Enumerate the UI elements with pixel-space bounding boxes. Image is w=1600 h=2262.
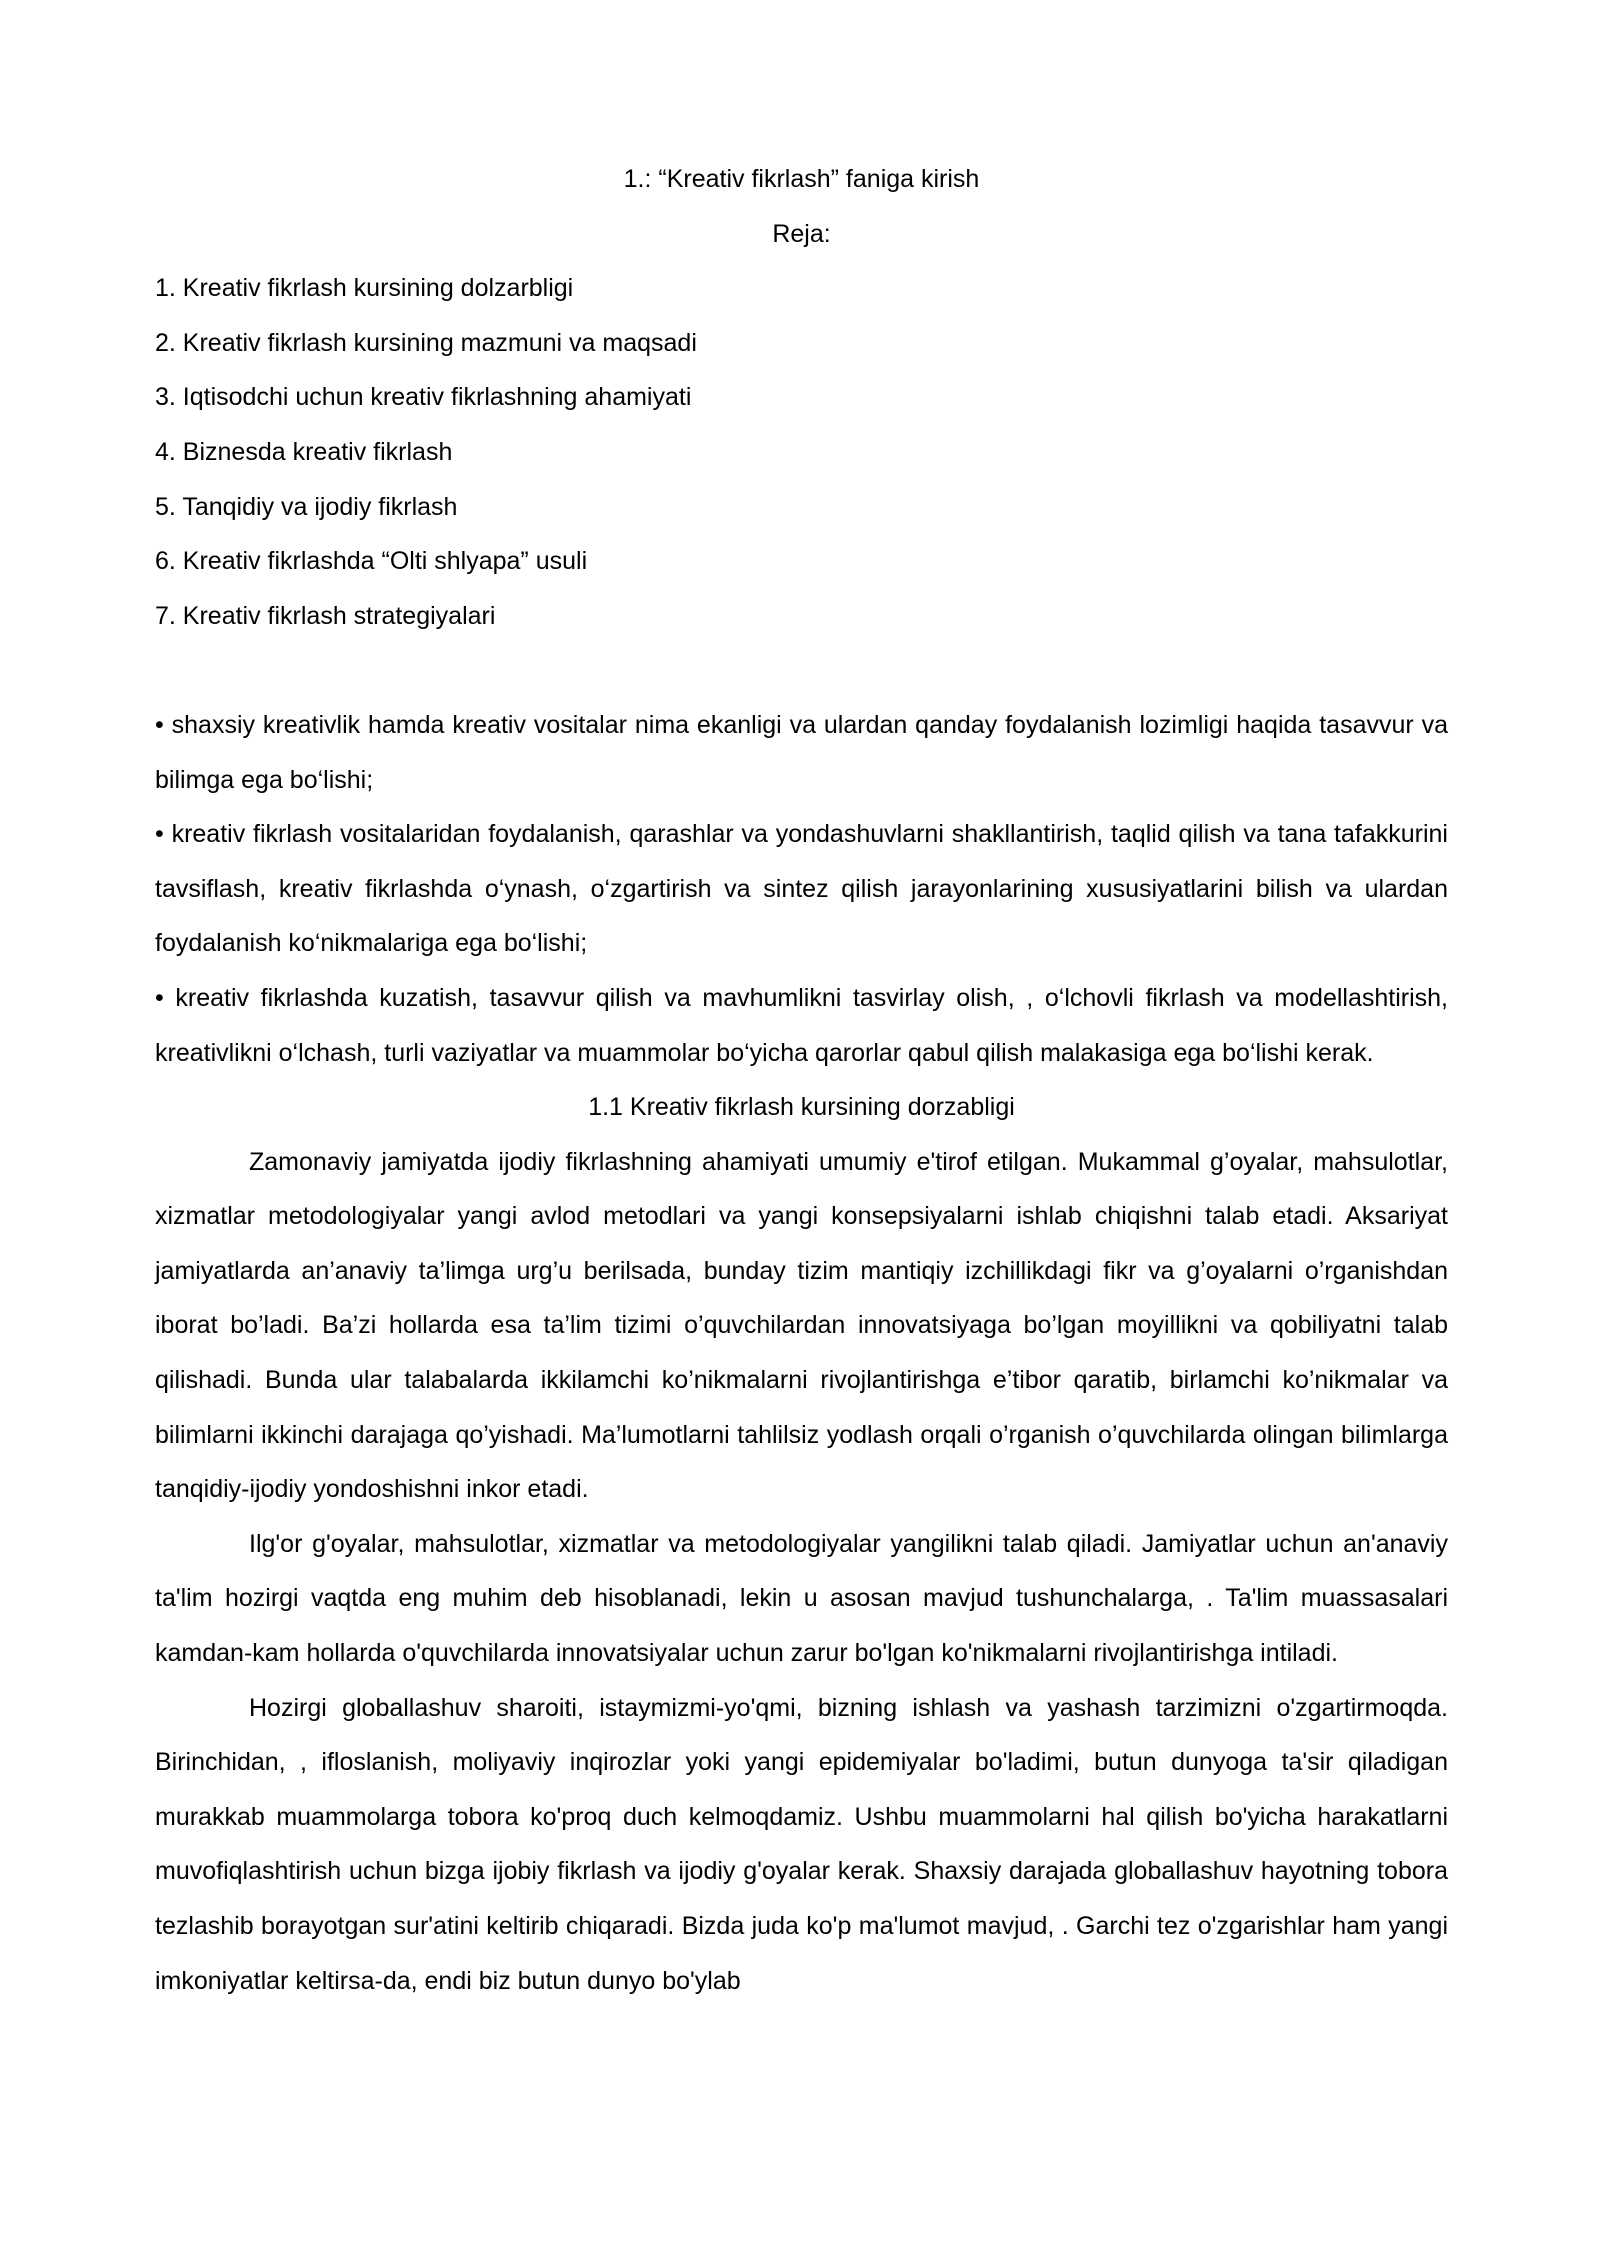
- plan-item: 4. Biznesda kreativ fikrlash: [155, 437, 453, 466]
- bullet-paragraph: • kreativ fikrlashda kuzatish, tasavvur qilish va mavhumlikni tasvirlay olish, , o‘lchovli fikrlash va modellashtirish, kreativlikni o‘lchash, turli vaziyatlar va muammolar bo‘yicha qarorlar qabul qilish malakasiga ega bo‘lishi kerak.: [155, 983, 1448, 1067]
- plan-item: 5. Tanqidiy va ijodiy fikrlash: [155, 492, 458, 521]
- plan-item: 3. Iqtisodchi uchun kreativ fikrlashning ahamiyati: [155, 383, 692, 412]
- bullet-paragraph: • kreativ fikrlash vositalaridan foydalanish, qarashlar va yondashuvlarni shakllantirish, taqlid qilish va tana tafakkurini tavsiflash, kreativ fikrlashda o‘ynash, o‘zgartirish va sintez qilish jarayonlarining xususiyatlarini bilish va ulardan foydalanish ko‘nikmalariga ega bo‘lishi;: [155, 820, 1448, 958]
- section-heading: 1.1 Kreativ fikrlash kursining dorzabligi: [588, 1093, 1015, 1122]
- blank-line: [155, 643, 1448, 698]
- body-paragraph: Ilg'or g'oyalar, mahsulotlar, xizmatlar va metodologiyalar yangilikni talab qiladi. Jamiyatlar uchun an'anaviy ta'lim hozirgi vaqtda eng muhim deb hisoblanadi, lekin u asosan mavjud tushunchalarga, . Ta'lim muassasalari kamdan-kam hollarda o'quvchilarda innovatsiyalar uchun zarur bo'lgan ko'nikmalarni rivojlantirishga intiladi.: [155, 1529, 1448, 1668]
- plan-label: Reja:: [772, 219, 831, 248]
- plan-list: [155, 261, 1448, 643]
- body-paragraph: Hozirgi globallashuv sharoiti, istaymizmi-yo'qmi, bizning ishlash va yashash tarzimizni o'zgartirmoqda. Birinchidan, , ifloslanish, moliyaviy inqirozlar yoki yangi epidemiyalar bo'ladimi, butun dunyoga ta'sir qiladigan murakkab muammolarga tobora ko'proq duch kelmoqdamiz. Ushbu muammolarni hal qilish bo'yicha harakatlarni muvofiqlashtirish uchun bizga ijobiy fikrlash va ijodiy g'oyalar kerak. Shaxsiy darajada globallashuv hayotning tobora tezlashib borayotgan sur'atini keltirib chiqaradi. Bizda juda ko'p ma'lumot mavjud, . Garchi tez o'zgarishlar ham yangi imkoniyatlar keltirsa-da, endi biz butun dunyo bo'ylab: [155, 1693, 1448, 1995]
- plan-item: 1. Kreativ fikrlash kursining dolzarbligi: [155, 274, 574, 303]
- body-paragraph: Zamonaviy jamiyatda ijodiy fikrlashning ahamiyati umumiy e'tirof etilgan. Mukammal g’oyalar, mahsulotlar, xizmatlar metodologiyalar yangi avlod metodlari va yangi konsepsiyalarni ishlab chiqishni talab etadi. Aksariyat jamiyatlarda an’anaviy ta’limga urg’u berilsada, bunday tizim mantiqiy izchillikdagi fikr va g’oyalarni o’rganishdan iborat bo’ladi. Ba’zi hollarda esa ta’lim tizimi o’quvchilardan innovatsiyaga bo’lgan moyillikni va qobiliyatni talab qilishadi. Bunda ular talabalarda ikkilamchi ko’nikmalarni rivojlantirishga e’tibor qaratib, birlamchi ko’nikmalar va bilimlarni ikkinchi darajaga qo’yishadi. Ma’lumotlarni tahlilsiz yodlash orqali o’rganish o’quvchilarda olingan bilimlarga tanqidiy-ijodiy yondoshishni inkor etadi.: [155, 1147, 1448, 1504]
- plan-item: 6. Kreativ fikrlashda “Olti shlyapa” usuli: [155, 547, 588, 576]
- document-title: 1.: “Kreativ fikrlash” faniga kirish: [623, 165, 980, 193]
- bullet-paragraph: • shaxsiy kreativlik hamda kreativ vositalar nima ekanligi va ulardan qanday foydalanish lozimligi haqida tasavvur va bilimga ega bo‘lishi;: [155, 710, 1448, 794]
- plan-item: 7. Kreativ fikrlash strategiyalari: [155, 601, 496, 630]
- plan-item: 2. Kreativ fikrlash kursining mazmuni va maqsadi: [155, 328, 697, 357]
